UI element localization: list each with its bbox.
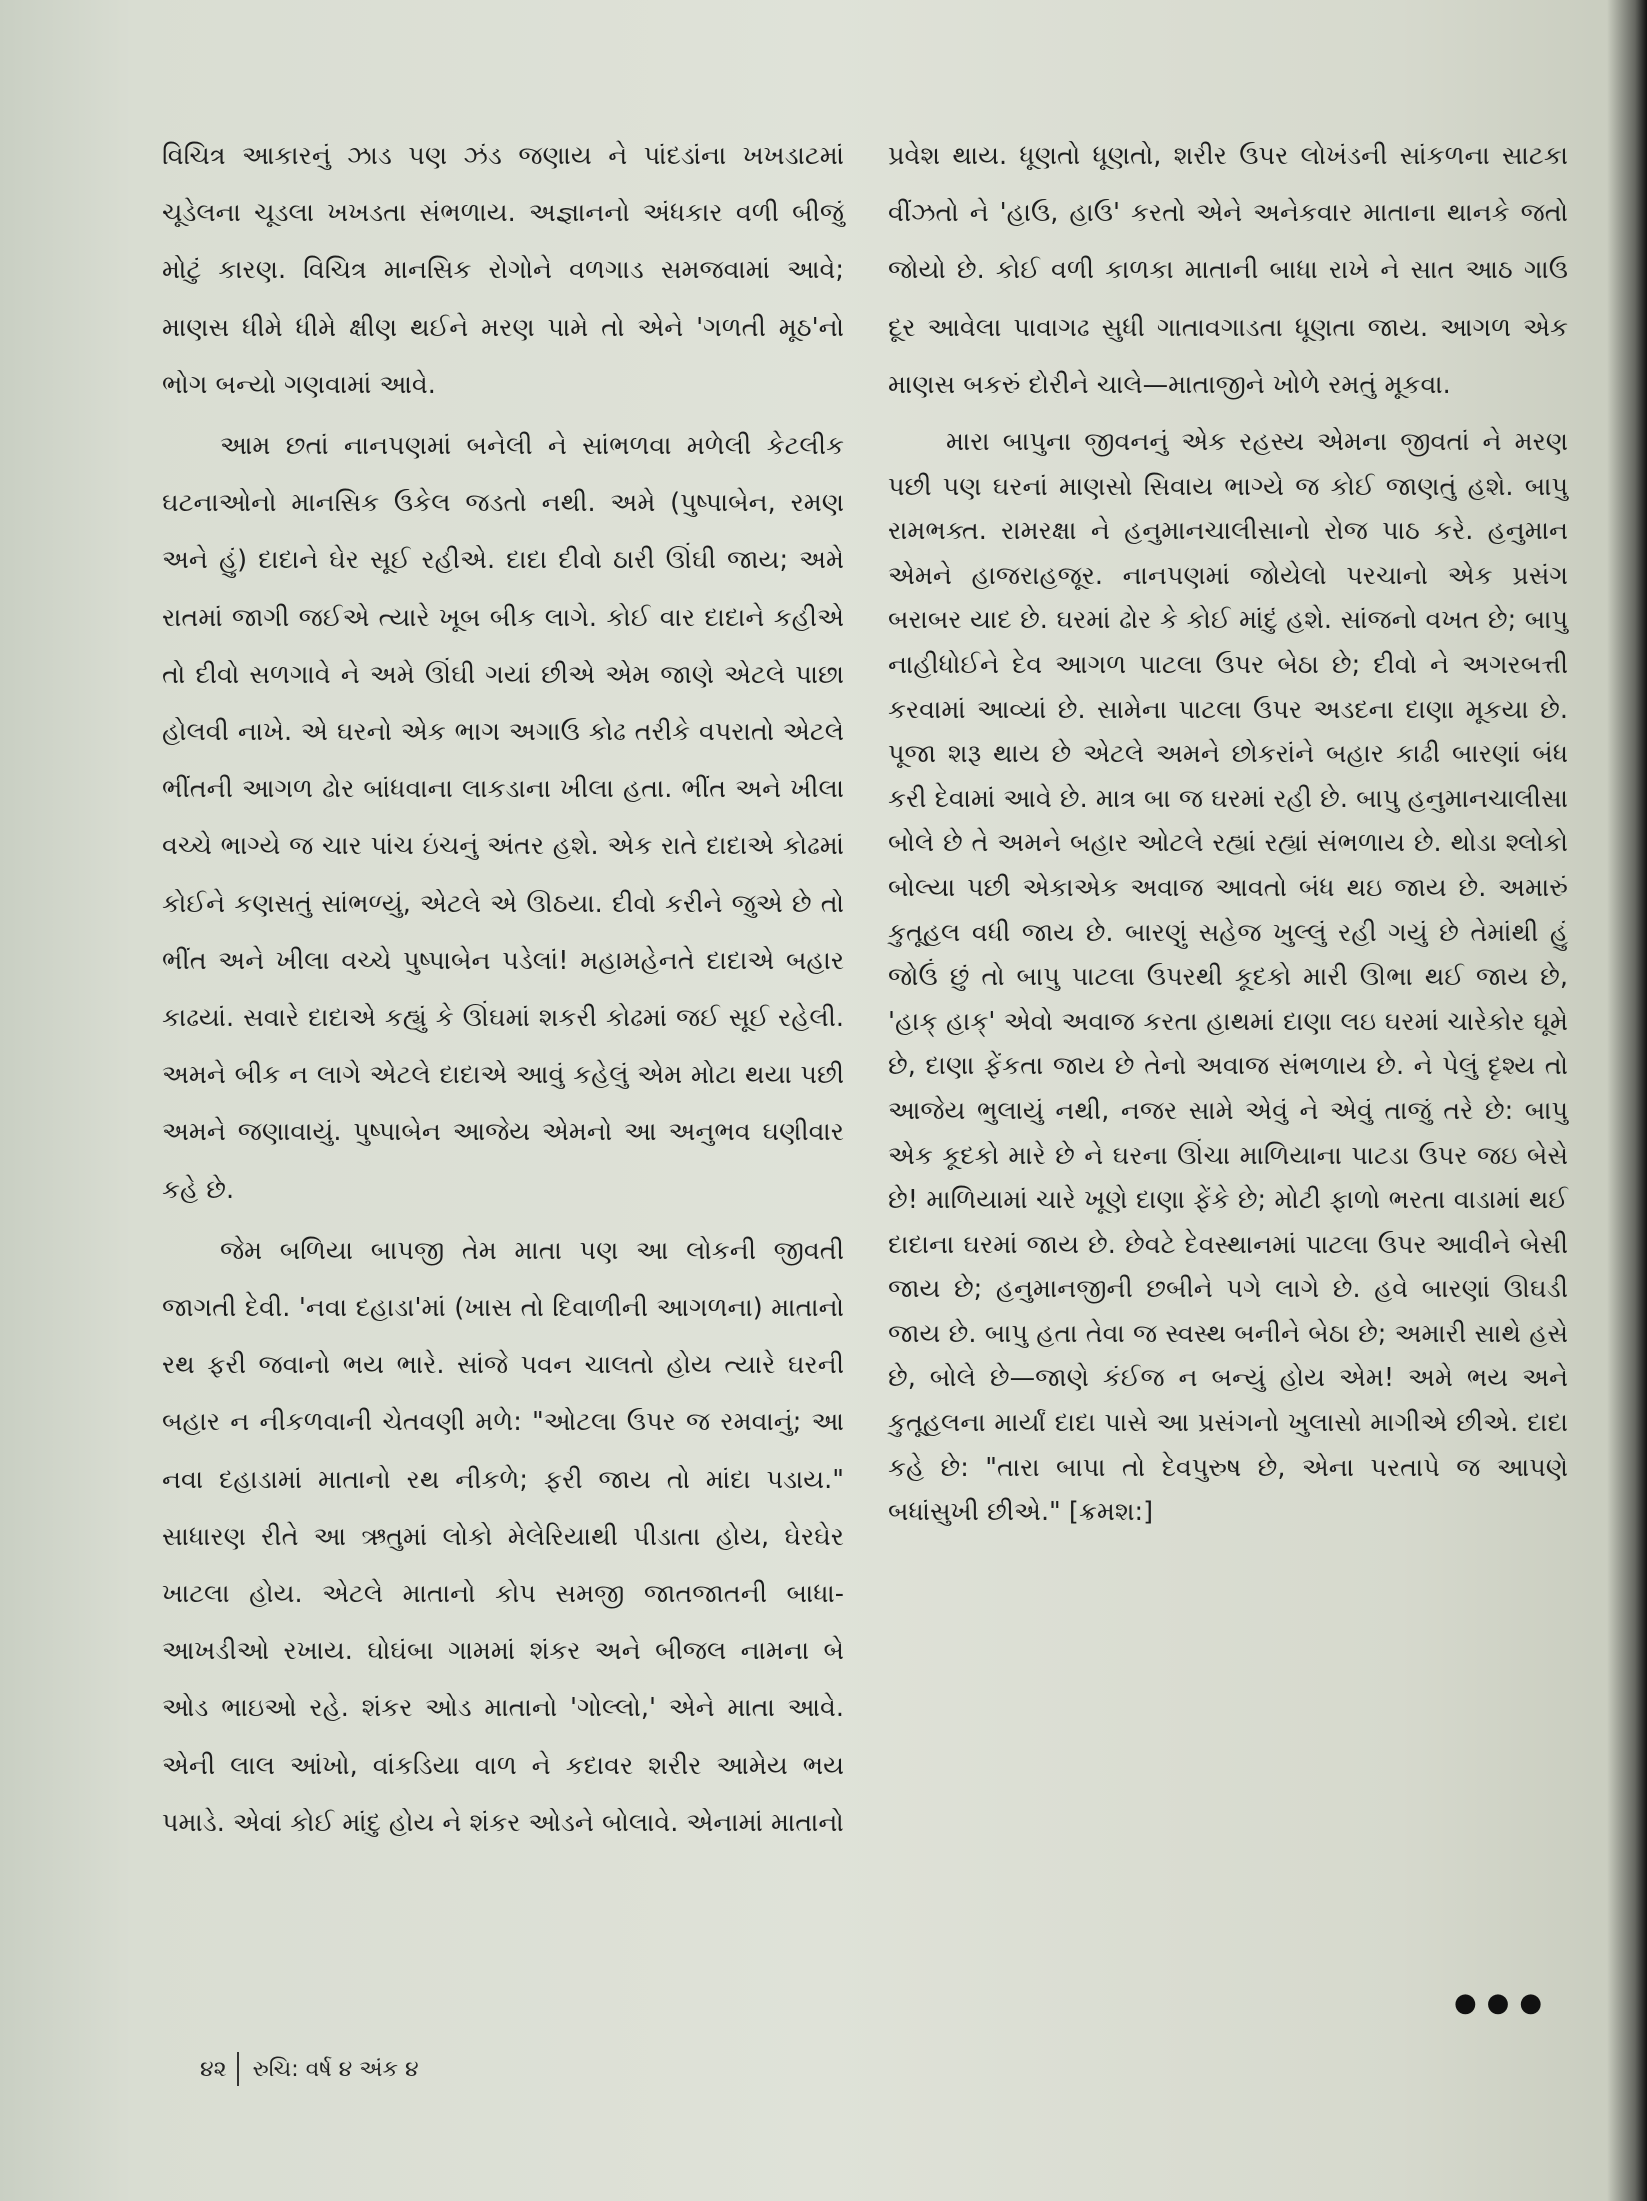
page-number: ૪૨	[200, 2056, 227, 2082]
right-paragraph-1: પ્રવેશ થાય. ધૂણતો ધૂણતો, શરીર ઉપર લોખંડની સાંકળના સાટકા વીંઝતો ને 'હાઉ, હાઉ' કરતો એને અનેકવાર માતાના થાનકે જતો જોયો છે. કોઈ વળી કાળકા માતાની બાધા રાખે ને સાત આઠ ગાઉ દૂર આવેલા પાવાગઢ સુધી ગાતાવગાડતા ધૂણતા જાય. આગળ એક માણસ બકરું દોરીને ચાલે—માતાજીને ખોળે રમતું મૂકવા.	[888, 141, 1568, 400]
right-column	[888, 128, 1568, 1535]
issue-info: રુચિ: વર્ષ ૪ અંક ૪	[252, 2056, 419, 2082]
left-paragraph-3: જેમ બળિયા બાપજી તેમ માતા પણ આ લોકની જીવતી જાગતી દેવી. 'નવા દહાડા'માં (ખાસ તો દિવાળીની આગળના) માતાનો રથ ફરી જવાનો ભય ભારે. સાંજે પવન ચાલતો હોય ત્યારે ઘરની બહાર ન નીકળવાની ચેતવણી મળે: "ઓટલા ઉપર જ રમવાનું; આ નવા દહાડામાં માતાનો રથ નીકળે; ફરી જાય તો માંદા પડાય." સાધારણ રીતે આ ઋતુમાં લોકો મેલેરિયાથી પીડાતા હોય, ઘેરઘેર ખાટલા હોય. એટલે માતાનો કોપ સમજી જાતજાતની બાધા-આખડીઓ રખાય. ઘોઘંબા ગામમાં શંકર અને બીજલ નામના બે ઓડ ભાઇઓ રહે. શંકર ઓડ માતાનો 'ગોલ્લો,' એને માતા આવે. એની લાલ આંખો, વાંકડિયા વાળ ને કદાવર શરીર આમેય ભય પમાડે. એવાં કોઈ માંદુ હોય ને શંકર ઓડને બોલાવે. એનામાં માતાનો	[162, 1235, 844, 1838]
footer-divider	[237, 2052, 239, 2086]
left-column	[162, 128, 844, 1852]
left-paragraph-1: વિચિત્ર આકારનું ઝાડ પણ ઝંડ જણાય ને પાંદડાંના ખખડાટમાં ચૂડેલના ચૂડલા ખખડતા સંભળાય. અજ્ઞાનનો અંધકાર વળી બીજું મોટું કારણ. વિચિત્ર માનસિક રોગોને વળગાડ સમજવામાં આવે; માણસ ધીમે ધીમે ક્ષીણ થઈને મરણ પામે તો એને 'ગળતી મૂઠ'નો ભોગ બન્યો ગણવામાં આવે.	[162, 141, 844, 400]
right-paragraph-2: મારા બાપુના જીવનનું એક રહસ્ય એમના જીવતાં ને મરણ પછી પણ ઘરનાં માણસો સિવાય ભાગ્યે જ કોઈ જાણતું હશે. બાપુ રામભક્ત. રામરક્ષા ને હનુમાનચાલીસાનો રોજ પાઠ કરે. હનુમાન એમને હાજરાહજૂર. નાનપણમાં જોયેલો પરચાનો એક પ્રસંગ બરાબર યાદ છે. ઘરમાં ઢોર કે કોઈ માંદું હશે. સાંજનો વખત છે; બાપુ નાહીધોઈને દેવ આગળ પાટલા ઉપર બેઠા છે; દીવો ને અગરબત્તી કરવામાં આવ્યાં છે. સામેના પાટલા ઉપર અડદના દાણા મૂકયા છે. પૂજા શરૂ થાય છે એટલે અમને છોકરાંને બહાર કાઢી બારણાં બંધ કરી દેવામાં આવે છે. માત્ર બા જ ઘરમાં રહી છે. બાપુ હનુમાનચાલીસા બોલે છે તે અમને બહાર ઓટલે રહ્યાં રહ્યાં સંભળાય છે. થોડા શ્લોકો બોલ્યા પછી એકાએક અવાજ આવતો બંધ થઇ જાય છે. અમારું કુતૂહલ વધી જાય છે. બારણું સહેજ ખુલ્લું રહી ગયું છે તેમાંથી હું જોઉં છું તો બાપુ પાટલા ઉપરથી કૂદકો મારી ઊભા થઈ જાય છે, 'હાક્ હાક્' એવો અવાજ કરતા હાથમાં દાણા લઇ ઘરમાં ચારેકોર ઘૂમે છે, દાણા ફેંકતા જાય છે તેનો અવાજ સંભળાય છે. ને પેલું દૃશ્ય તો આજેય ભુલાયું નથી, નજર સામે એવું ને એવું તાજું તરે છે: બાપુ એક કૂદકો મારે છે ને ઘરના ઊંચા માળિયાના પાટડા ઉપર જઇ બેસે છે! માળિયામાં ચારે ખૂણે દાણા ફેંકે છે; મોટી ફાળો ભરતા વાડામાં થઈ દાદાના ઘરમાં જાય છે. છેવટે દેવસ્થાનમાં પાટલા ઉપર આવીને બેસી જાય છે; હનુમાનજીની છબીને પગે લાગે છે. હવે બારણાં ઊઘડી જાય છે. બાપુ હતા તેવા જ સ્વસ્થ બનીને બેઠા છે; અમારી સાથે હસે છે, બોલે છે—જાણે કંઈજ ન બન્યું હોય એમ! અમે ભય અને કુતૂહલના માર્યાં દાદા પાસે આ પ્રસંગનો ખુલાસો માગીએ છીએ. દાદા કહે છે: "તારા બાપા તો દેવપુરુષ છે, એના પરતાપે જ આપણે બધાંસુખી છીએ." [ક્રમશ:]	[888, 427, 1568, 1528]
left-paragraph-2: આમ છતાં નાનપણમાં બનેલી ને સાંભળવા મળેલી કેટલીક ઘટનાઓનો માનસિક ઉકેલ જડતો નથી. અમે (પુષ્પાબેન, રમણ અને હું) દાદાને ઘેર સૂઈ રહીએ. દાદા દીવો ઠારી ઊંઘી જાય; અમે રાતમાં જાગી જઈએ ત્યારે ખૂબ બીક લાગે. કોઈ વાર દાદાને કહીએ તો દીવો સળગાવે ને અમે ઊંઘી ગયાં છીએ એમ જાણે એટલે પાછા હોલવી નાખે. એ ઘરનો એક ભાગ અગાઉ કોઢ તરીકે વપરાતો એટલે ભીંતની આગળ ઢોર બાંધવાના લાકડાના ખીલા હતા. ભીંત અને ખીલા વચ્ચે ભાગ્યે જ ચાર પાંચ ઇંચનું અંતર હશે. એક રાતે દાદાએ કોઢમાં કોઈને કણસતું સાંભળ્યું, એટલે એ ઊઠયા. દીવો કરીને જુએ છે તો ભીંત અને ખીલા વચ્ચે પુષ્પાબેન પડેલાં! મહામહેનતે દાદાએ બહાર કાઢયાં. સવારે દાદાએ કહ્યું કે ઊંઘમાં શકરી કોઢમાં જઈ સૂઈ રહેલી. અમને બીક ન લાગે એટલે દાદાએ આવું કહેલું એમ મોટા થયા પછી અમને જણાવાયું. પુષ્પાબેન આજેય એમનો આ અનુભવ ઘણીવાર કહે છે.	[162, 431, 844, 1205]
page-footer	[200, 2052, 419, 2086]
end-of-article-bullets: ●●●	[1454, 1988, 1553, 2018]
